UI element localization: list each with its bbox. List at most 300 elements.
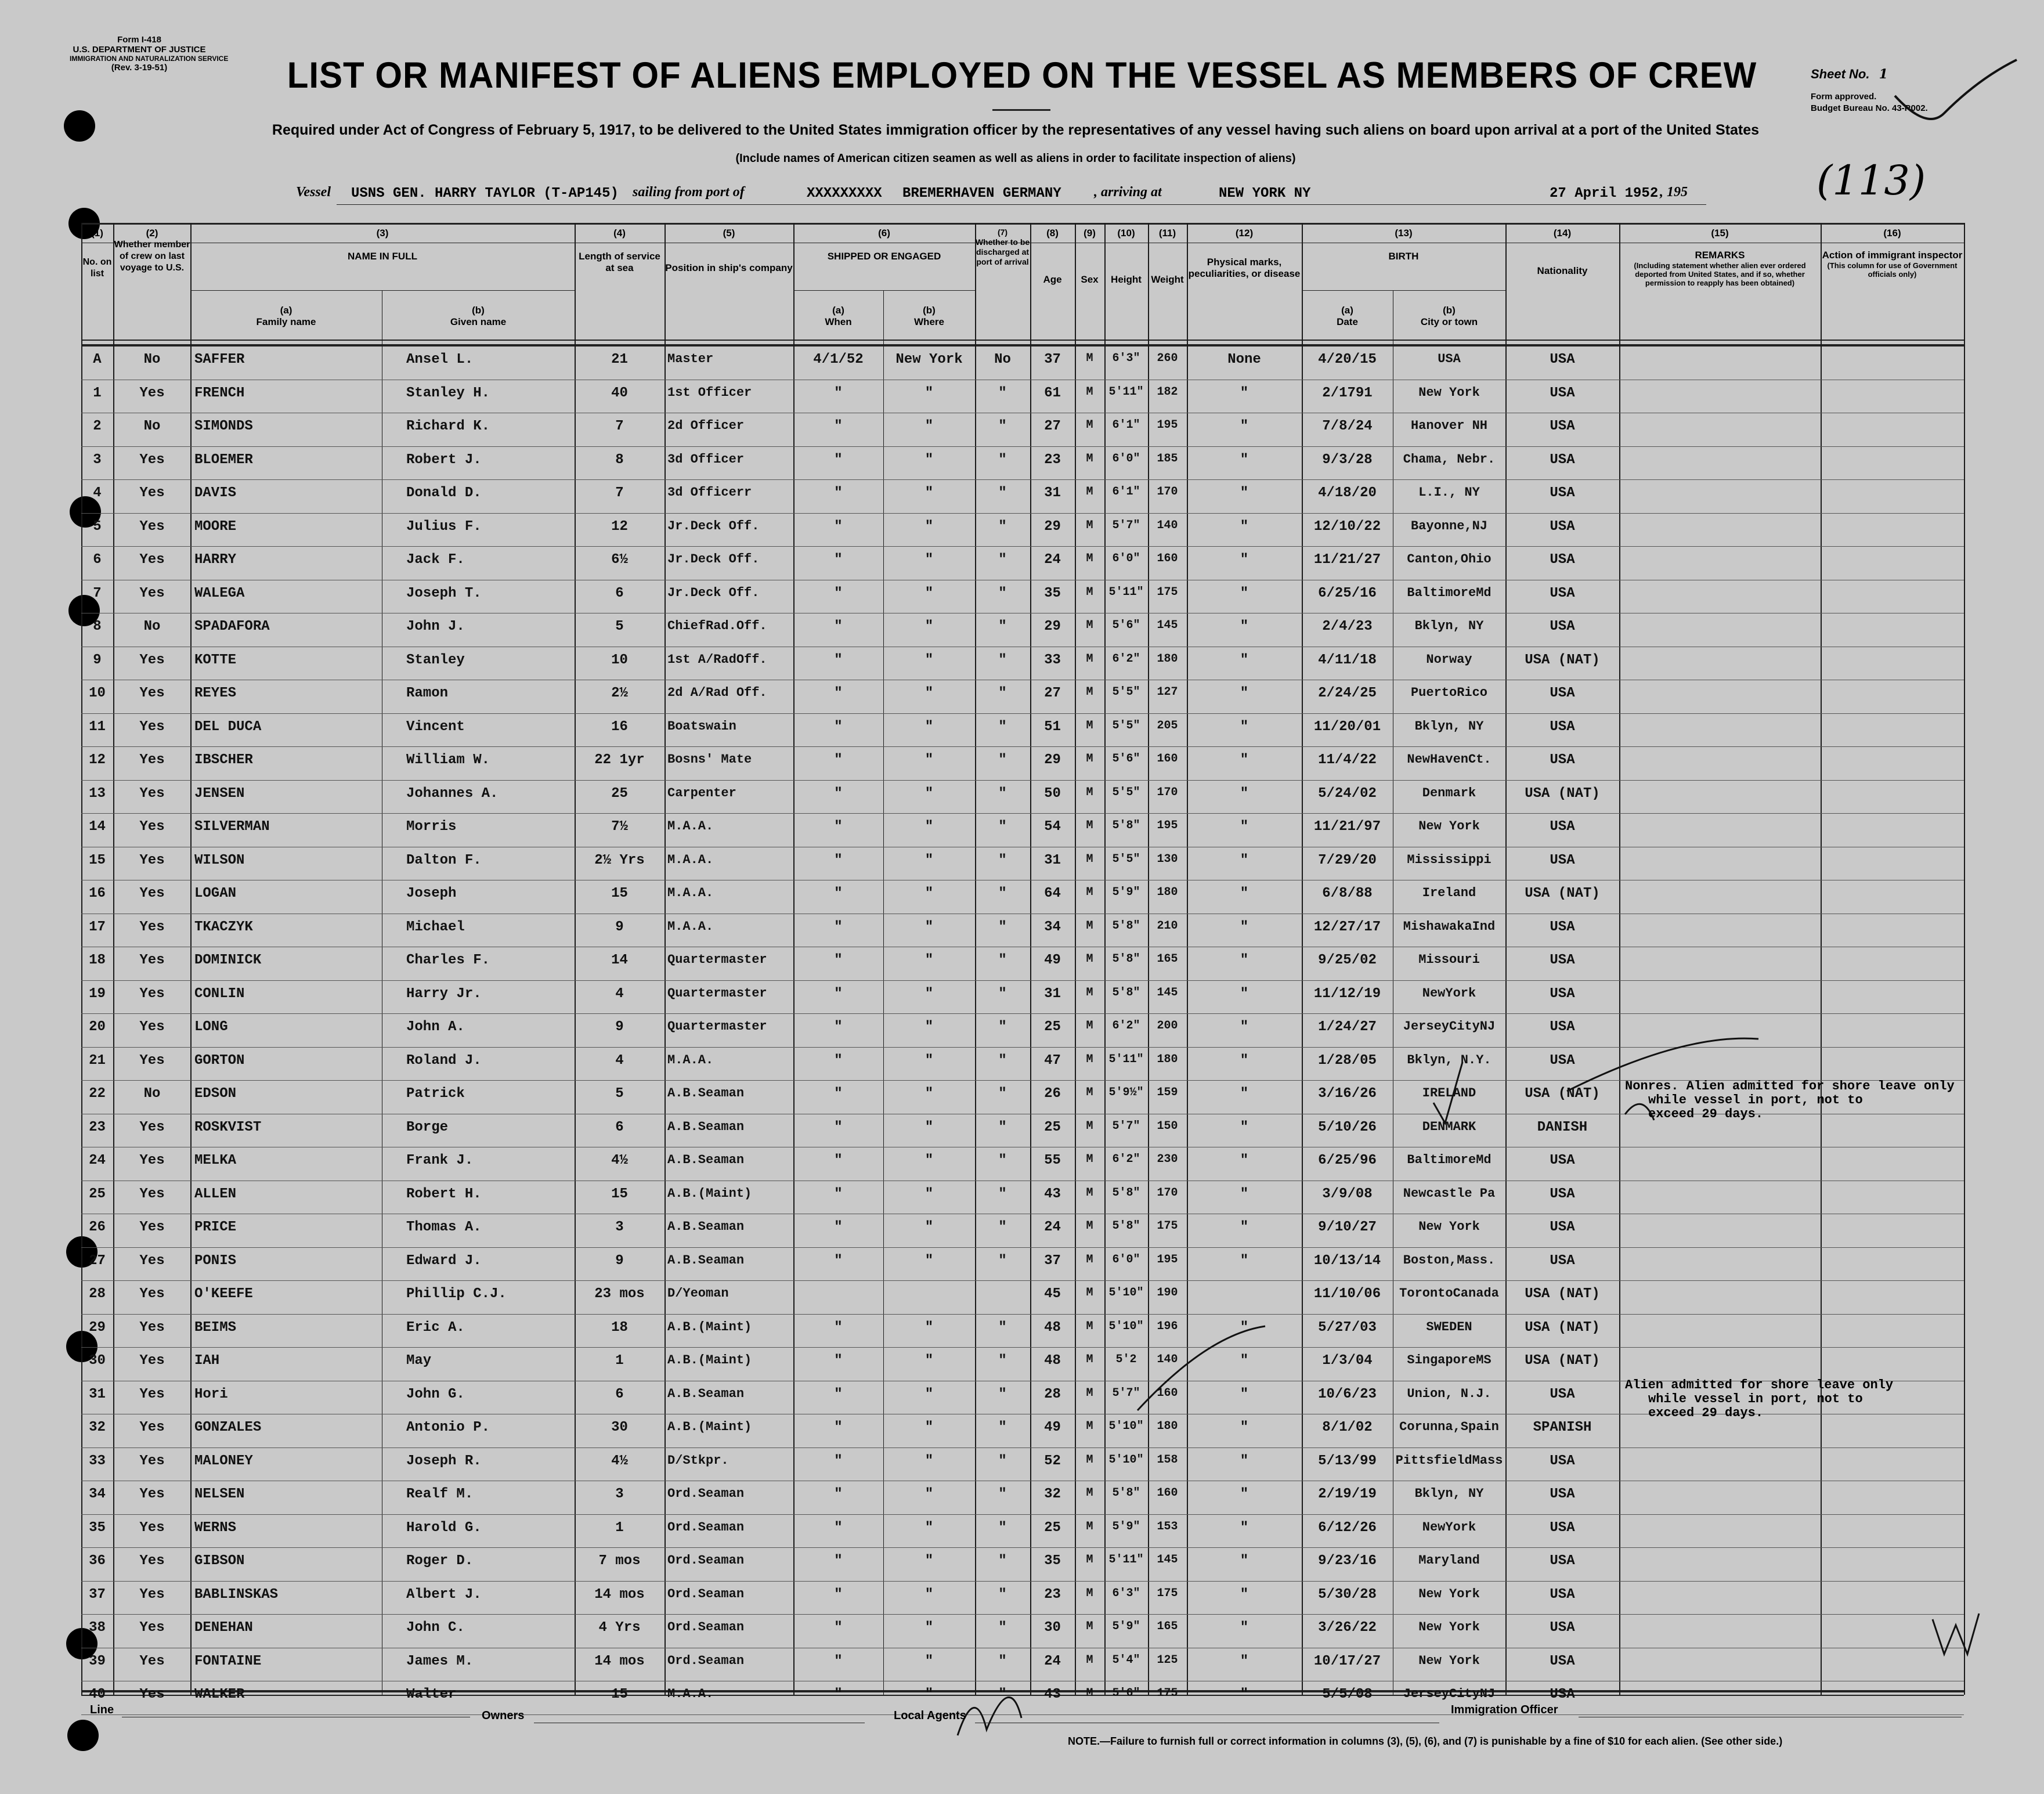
row-family-name: GORTON — [194, 1052, 245, 1069]
row-service: 14 mos — [594, 1586, 645, 1602]
row-shipped-when: " — [834, 485, 843, 501]
row-birth-date: 4/20/15 — [1318, 352, 1377, 367]
row-shipped-where: " — [925, 685, 934, 701]
row-last-voyage: Yes — [139, 1186, 165, 1202]
row-discharge: " — [998, 1519, 1007, 1536]
row-shipped-when: " — [834, 1653, 843, 1669]
row-nationality: USA — [1550, 1453, 1575, 1469]
row-shipped-when: " — [834, 1252, 843, 1269]
row-birth-city: Denmark — [1422, 785, 1476, 800]
row-marks: " — [1240, 619, 1249, 634]
row-birth-city: L.I., NY — [1418, 485, 1480, 500]
row-age: 27 — [1044, 418, 1061, 434]
col-remarks-header: (15) REMARKS (Including statement whether alien ever ordered deported from United States, and if so, whether permission to reapply has been obtained) — [1634, 228, 1806, 287]
row-family-name: ROSKVIST — [194, 1119, 262, 1135]
row-sex: M — [1086, 1219, 1093, 1233]
row-discharge: " — [998, 485, 1007, 501]
row-no: 15 — [89, 852, 106, 868]
row-given-name: Joseph T. — [406, 585, 482, 601]
row-marks: " — [1240, 1620, 1249, 1636]
row-birth-date: 2/19/19 — [1318, 1486, 1377, 1502]
row-birth-city: PittsfieldMass — [1395, 1453, 1503, 1468]
row-shipped-when: " — [834, 1119, 843, 1135]
row-birth-date: 4/11/18 — [1318, 652, 1377, 668]
row-birth-city: Bklyn, N.Y. — [1407, 1052, 1492, 1067]
col-height-header: (10) Height — [1111, 228, 1142, 285]
row-position: A.B.(Maint) — [667, 1420, 752, 1434]
row-last-voyage: Yes — [139, 1219, 165, 1235]
row-age: 33 — [1044, 652, 1061, 668]
row-sex: M — [1086, 819, 1093, 832]
row-birth-city: USA — [1438, 352, 1461, 366]
row-weight: 145 — [1157, 986, 1178, 999]
row-birth-date: 3/16/26 — [1318, 1086, 1377, 1102]
row-discharge: " — [998, 852, 1007, 868]
row-age: 29 — [1044, 752, 1061, 768]
col-when-header: (a) When — [825, 305, 852, 327]
row-position: A.B.Seaman — [667, 1219, 745, 1234]
row-marks: " — [1240, 1319, 1249, 1335]
row-birth-date: 11/21/97 — [1313, 819, 1381, 835]
row-shipped-where: " — [925, 418, 934, 434]
row-shipped-when: " — [834, 819, 843, 835]
row-no: 33 — [89, 1453, 106, 1469]
row-birth-city: NewHavenCt. — [1407, 752, 1492, 767]
row-nationality: USA — [1550, 685, 1575, 701]
row-service: 6 — [615, 1119, 624, 1135]
row-last-voyage: Yes — [139, 518, 165, 535]
row-shipped-where: " — [925, 1386, 934, 1402]
row-discharge: " — [998, 752, 1007, 768]
row-given-name: Realf M. — [406, 1486, 474, 1502]
row-shipped-when: " — [834, 585, 843, 601]
row-last-voyage: No — [143, 352, 161, 367]
row-weight: 175 — [1157, 585, 1178, 599]
row-age: 31 — [1044, 485, 1061, 501]
sailing-label: sailing from port of — [633, 185, 745, 200]
row-age: 23 — [1044, 452, 1061, 468]
row-shipped-when: " — [834, 1586, 843, 1602]
row-birth-date: 5/24/02 — [1318, 785, 1377, 802]
row-service: 30 — [611, 1420, 628, 1435]
row-marks: " — [1240, 1186, 1249, 1202]
row-weight: 125 — [1157, 1653, 1178, 1667]
row-discharge: " — [998, 685, 1007, 701]
row-marks: " — [1240, 585, 1249, 601]
row-weight: 190 — [1157, 1286, 1178, 1300]
row-marks: None — [1227, 352, 1261, 367]
row-shipped-where: " — [925, 385, 934, 401]
row-shipped-where: " — [925, 719, 934, 735]
row-weight: 160 — [1157, 1386, 1178, 1400]
row-marks: " — [1240, 485, 1249, 501]
row-marks: " — [1240, 1386, 1249, 1402]
row-weight: 195 — [1157, 1252, 1178, 1266]
row-given-name: Phillip C.J. — [406, 1286, 507, 1302]
form-approved: Form approved. — [1811, 92, 1877, 102]
row-marks: " — [1240, 1019, 1249, 1035]
col-birth-date-header: (a) Date — [1337, 305, 1358, 327]
row-birth-city: Corunna,Spain — [1399, 1420, 1499, 1434]
row-last-voyage: Yes — [139, 1119, 165, 1135]
row-discharge: " — [998, 1086, 1007, 1102]
row-weight: 160 — [1157, 552, 1178, 565]
row-birth-date: 6/12/26 — [1318, 1519, 1377, 1536]
row-shipped-when: " — [834, 952, 843, 968]
row-no: 23 — [89, 1119, 106, 1135]
row-family-name: IAH — [194, 1353, 220, 1369]
row-birth-date: 12/27/17 — [1313, 919, 1381, 935]
row-no: 21 — [89, 1052, 106, 1069]
row-sex: M — [1086, 1019, 1093, 1033]
vessel-label: Vessel — [296, 185, 331, 200]
service-name: IMMIGRATION AND NATURALIZATION SERVICE — [70, 55, 229, 63]
row-last-voyage: Yes — [139, 785, 165, 802]
row-birth-city: New York — [1418, 1620, 1480, 1634]
row-no: 12 — [89, 752, 106, 768]
row-sex: M — [1086, 1620, 1093, 1633]
row-no: 27 — [89, 1252, 106, 1269]
row-position: Ord.Seaman — [667, 1586, 745, 1601]
col-last-voyage-header: (2) Whether member of crew on last voyage to U.S. — [114, 228, 190, 273]
row-given-name: Jack F. — [406, 552, 465, 568]
row-given-name: John G. — [406, 1386, 465, 1402]
row-height: 6'2" — [1112, 1153, 1140, 1166]
row-service: 14 mos — [594, 1653, 645, 1669]
remark-spanish: Alien admitted for shore leave only while vessel in port, not to exceed 29 days. — [1625, 1378, 1894, 1420]
row-age: 47 — [1044, 1052, 1061, 1069]
row-position: 1st Officer — [667, 385, 752, 400]
row-family-name: DENEHAN — [194, 1620, 253, 1636]
row-marks: " — [1240, 1486, 1249, 1502]
row-service: 1 — [615, 1353, 624, 1369]
row-discharge: " — [998, 1153, 1007, 1168]
row-given-name: James M. — [406, 1653, 474, 1669]
footer-owners-label: Owners — [482, 1709, 525, 1722]
row-service: 4 Yrs — [598, 1620, 641, 1636]
row-family-name: GIBSON — [194, 1553, 245, 1569]
row-no: 38 — [89, 1620, 106, 1636]
row-given-name: Vincent — [406, 719, 465, 735]
row-service: 15 — [611, 886, 628, 901]
row-weight: 180 — [1157, 1420, 1178, 1433]
row-birth-city: Norway — [1426, 652, 1472, 667]
row-weight: 260 — [1157, 352, 1178, 365]
row-last-voyage: Yes — [139, 1687, 165, 1702]
row-shipped-where: " — [925, 1620, 934, 1636]
row-age: 29 — [1044, 518, 1061, 535]
col-sex-header: (9) Sex — [1081, 228, 1099, 285]
row-position: Ord.Seaman — [667, 1553, 745, 1568]
row-marks: " — [1240, 785, 1249, 802]
row-no: 18 — [89, 952, 106, 968]
row-nationality: USA — [1550, 819, 1575, 835]
row-sex: M — [1086, 1119, 1093, 1133]
row-age: 61 — [1044, 385, 1061, 401]
row-no: 13 — [89, 785, 106, 802]
row-marks: " — [1240, 1219, 1249, 1235]
col-weight-header: (11) Weight — [1151, 228, 1184, 285]
row-family-name: WALKER — [194, 1687, 245, 1702]
row-birth-city: Newcastle Pa — [1403, 1186, 1496, 1201]
row-nationality: USA — [1550, 552, 1575, 568]
row-sex: M — [1086, 1153, 1093, 1166]
row-last-voyage: No — [143, 619, 161, 634]
row-family-name: WALEGA — [194, 585, 245, 601]
row-nationality: USA — [1550, 352, 1575, 367]
row-discharge: No — [994, 352, 1011, 367]
row-position: Ord.Seaman — [667, 1519, 745, 1535]
footer-agents-label: Local Agents — [894, 1709, 966, 1722]
page-title: LIST OR MANIFEST OF ALIENS EMPLOYED ON THE VESSEL AS MEMBERS OF CREW — [287, 55, 1757, 96]
row-discharge: " — [998, 1420, 1007, 1435]
row-family-name: BLOEMER — [194, 452, 253, 468]
row-birth-city: New York — [1418, 385, 1480, 400]
row-position: A.B.Seaman — [667, 1252, 745, 1268]
row-marks: " — [1240, 852, 1249, 868]
row-marks: " — [1240, 1252, 1249, 1269]
row-sex: M — [1086, 1186, 1093, 1200]
row-last-voyage: Yes — [139, 1453, 165, 1469]
row-age: 35 — [1044, 1553, 1061, 1569]
row-nationality: USA — [1550, 1052, 1575, 1069]
row-birth-date: 2/1791 — [1322, 385, 1373, 401]
row-shipped-where: " — [925, 919, 934, 935]
row-birth-city: New York — [1418, 1586, 1480, 1601]
row-family-name: IBSCHER — [194, 752, 253, 768]
row-birth-date: 11/20/01 — [1313, 719, 1381, 735]
row-service: 4 — [615, 1052, 624, 1069]
row-marks: " — [1240, 1687, 1249, 1702]
row-last-voyage: Yes — [139, 1653, 165, 1669]
row-birth-date: 9/25/02 — [1318, 952, 1377, 968]
row-sex: M — [1086, 719, 1093, 732]
row-no: 8 — [93, 619, 102, 634]
row-discharge: " — [998, 952, 1007, 968]
row-last-voyage: Yes — [139, 1486, 165, 1502]
row-discharge: " — [998, 819, 1007, 835]
row-sex: M — [1086, 518, 1093, 532]
row-weight: 153 — [1157, 1519, 1178, 1533]
row-height: 5'2 — [1115, 1353, 1137, 1366]
row-nationality: USA — [1550, 1486, 1575, 1502]
row-discharge: " — [998, 1052, 1007, 1069]
row-marks: " — [1240, 752, 1249, 768]
row-height: 5'9" — [1112, 1620, 1140, 1633]
row-last-voyage: Yes — [139, 986, 165, 1002]
row-service: 16 — [611, 719, 628, 735]
row-family-name: TKACZYK — [194, 919, 253, 935]
row-height: 5'8" — [1112, 1186, 1140, 1200]
row-birth-city: NewYork — [1422, 1519, 1476, 1535]
row-position: 2d A/Rad Off. — [667, 685, 767, 700]
row-given-name: Antonio P. — [406, 1420, 490, 1435]
row-shipped-where: " — [925, 752, 934, 768]
row-no: 34 — [89, 1486, 106, 1502]
row-height: 5'11" — [1108, 1553, 1144, 1566]
row-weight: 185 — [1157, 452, 1178, 465]
row-birth-city: Boston,Mass. — [1403, 1252, 1496, 1268]
row-shipped-where: " — [925, 1186, 934, 1202]
row-no: 14 — [89, 819, 106, 835]
row-sex: M — [1086, 485, 1093, 499]
row-shipped-when: " — [834, 852, 843, 868]
row-position: 3d Officerr — [667, 485, 752, 500]
row-weight: 160 — [1157, 1486, 1178, 1500]
row-position: M.A.A. — [667, 852, 714, 867]
row-nationality: USA (NAT) — [1525, 785, 1600, 802]
row-shipped-when: " — [834, 518, 843, 535]
row-marks: " — [1240, 919, 1249, 935]
row-age: 24 — [1044, 1653, 1061, 1669]
row-no: 24 — [89, 1153, 106, 1168]
row-service: 7 — [615, 485, 624, 501]
row-discharge: " — [998, 1319, 1007, 1335]
row-shipped-where: " — [925, 1019, 934, 1035]
row-sex: M — [1086, 1687, 1093, 1700]
row-shipped-when: " — [834, 1519, 843, 1536]
row-last-voyage: Yes — [139, 1252, 165, 1269]
row-weight: 130 — [1157, 852, 1178, 866]
row-shipped-when: " — [834, 1486, 843, 1502]
row-age: 49 — [1044, 1420, 1061, 1435]
row-given-name: Robert J. — [406, 452, 482, 468]
row-discharge: " — [998, 1486, 1007, 1502]
row-birth-city: BaltimoreMd — [1407, 1153, 1492, 1167]
row-nationality: SPANISH — [1533, 1420, 1592, 1435]
row-family-name: MOORE — [194, 518, 237, 535]
row-marks: " — [1240, 385, 1249, 401]
row-service: 40 — [611, 385, 628, 401]
row-weight: 175 — [1157, 1586, 1178, 1600]
row-marks: " — [1240, 418, 1249, 434]
row-birth-city: Missouri — [1418, 952, 1480, 967]
row-nationality: USA — [1550, 418, 1575, 434]
row-sex: M — [1086, 452, 1093, 465]
row-weight: 140 — [1157, 1353, 1178, 1366]
row-discharge: " — [998, 719, 1007, 735]
row-shipped-where: " — [925, 886, 934, 901]
row-nationality: USA — [1550, 1186, 1575, 1202]
row-shipped-when: " — [834, 1086, 843, 1102]
row-marks: " — [1240, 552, 1249, 568]
row-family-name: WILSON — [194, 852, 245, 868]
row-service: 9 — [615, 919, 624, 935]
row-weight: 200 — [1157, 1019, 1178, 1033]
row-height: 5'8" — [1112, 1486, 1140, 1500]
row-family-name: DOMINICK — [194, 952, 262, 968]
row-birth-date: 9/3/28 — [1322, 452, 1373, 468]
row-service: 4½ — [611, 1153, 628, 1168]
row-shipped-where: " — [925, 619, 934, 634]
row-sex: M — [1086, 1519, 1093, 1533]
row-shipped-where: " — [925, 1219, 934, 1235]
row-given-name: May — [406, 1353, 432, 1369]
row-discharge: " — [998, 452, 1007, 468]
row-birth-city: PuertoRico — [1410, 685, 1488, 700]
row-shipped-where: " — [925, 952, 934, 968]
row-marks: " — [1240, 652, 1249, 668]
row-service: 25 — [611, 785, 628, 802]
row-family-name: BABLINSKAS — [194, 1586, 279, 1602]
row-height: 5'10" — [1108, 1286, 1144, 1300]
row-shipped-where: " — [925, 485, 934, 501]
row-age: 29 — [1044, 619, 1061, 634]
row-service: 15 — [611, 1186, 628, 1202]
row-sex: M — [1086, 952, 1093, 966]
row-shipped-where: " — [925, 1486, 934, 1502]
row-no: 5 — [93, 518, 102, 535]
row-sex: M — [1086, 1052, 1093, 1066]
row-birth-city: New York — [1418, 819, 1480, 833]
row-height: 5'10" — [1108, 1453, 1144, 1467]
row-age: 45 — [1044, 1286, 1061, 1302]
row-shipped-when: 4/1/52 — [813, 352, 864, 367]
revision: (Rev. 3-19-51) — [111, 63, 168, 73]
row-discharge: " — [998, 1620, 1007, 1636]
row-given-name: Michael — [406, 919, 465, 935]
row-given-name: John C. — [406, 1620, 465, 1636]
row-birth-date: 5/5/08 — [1322, 1687, 1373, 1702]
row-weight: 210 — [1157, 919, 1178, 933]
row-last-voyage: Yes — [139, 652, 165, 668]
row-discharge: " — [998, 385, 1007, 401]
row-birth-date: 6/25/16 — [1318, 585, 1377, 601]
row-no: 22 — [89, 1086, 106, 1102]
row-weight: 140 — [1157, 518, 1178, 532]
row-birth-date: 5/13/99 — [1318, 1453, 1377, 1469]
row-sex: M — [1086, 986, 1093, 999]
row-shipped-where: " — [925, 518, 934, 535]
row-shipped-when: " — [834, 552, 843, 568]
row-sex: M — [1086, 352, 1093, 365]
row-birth-date: 6/25/96 — [1318, 1153, 1377, 1168]
row-birth-date: 12/10/22 — [1313, 518, 1381, 535]
row-position: Ord.Seaman — [667, 1620, 745, 1634]
row-birth-date: 7/29/20 — [1318, 852, 1377, 868]
form-number: Form I-418 — [117, 35, 161, 45]
row-nationality: USA — [1550, 1519, 1575, 1536]
row-sex: M — [1086, 585, 1093, 599]
row-height: 5'9" — [1112, 1519, 1140, 1533]
col-name-header: (3) NAME IN FULL — [348, 228, 417, 262]
row-shipped-where: " — [925, 1319, 934, 1335]
row-shipped-when: " — [834, 1153, 843, 1168]
row-birth-city: Bklyn, NY — [1414, 719, 1484, 734]
row-last-voyage: Yes — [139, 585, 165, 601]
row-position: Jr.Deck Off. — [667, 585, 760, 600]
row-age: 26 — [1044, 1086, 1061, 1102]
row-discharge: " — [998, 1353, 1007, 1369]
row-last-voyage: Yes — [139, 1019, 165, 1035]
row-marks: " — [1240, 1653, 1249, 1669]
row-discharge: " — [998, 1219, 1007, 1235]
row-birth-date: 5/10/26 — [1318, 1119, 1377, 1135]
row-shipped-when: " — [834, 1386, 843, 1402]
row-shipped-where: " — [925, 1052, 934, 1069]
row-family-name: ALLEN — [194, 1186, 237, 1202]
row-position: Ord.Seaman — [667, 1653, 745, 1668]
row-no: 35 — [89, 1519, 106, 1536]
row-shipped-when: " — [834, 1353, 843, 1369]
vessel-name: USNS GEN. HARRY TAYLOR (T-AP145) — [351, 186, 619, 201]
row-service: 4½ — [611, 1453, 628, 1469]
row-position: A.B.Seaman — [667, 1119, 745, 1134]
row-last-voyage: Yes — [139, 886, 165, 901]
row-shipped-where: " — [925, 552, 934, 568]
row-last-voyage: Yes — [139, 452, 165, 468]
row-position: Jr.Deck Off. — [667, 552, 760, 566]
